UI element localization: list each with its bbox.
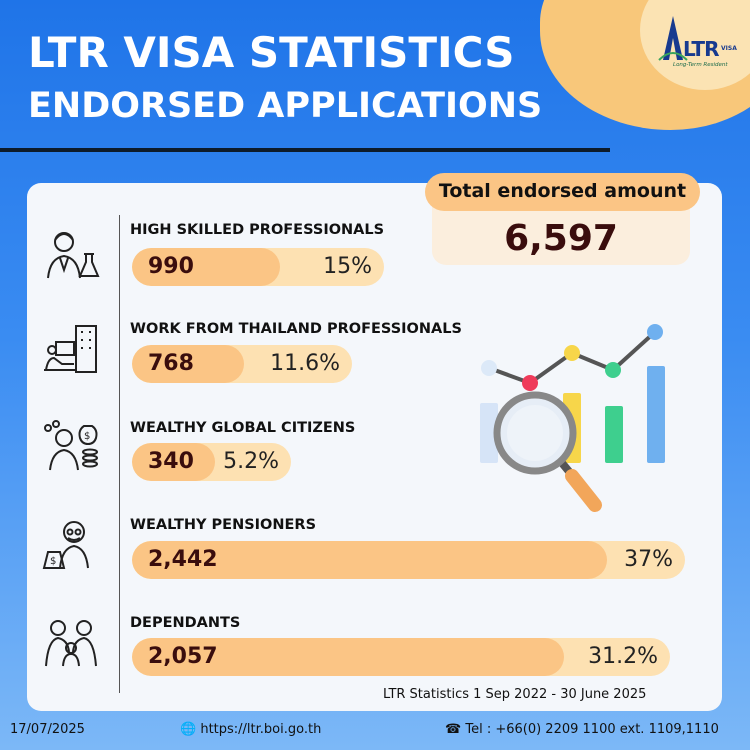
bar-percent: 11.6% xyxy=(270,351,340,376)
phone-icon: ☎ xyxy=(445,722,462,737)
deco-bar xyxy=(605,406,623,463)
category-label: HIGH SKILLED PROFESSIONALS xyxy=(130,222,385,238)
footer-website[interactable] xyxy=(180,722,321,737)
title-divider xyxy=(0,148,610,152)
deco-point xyxy=(605,362,621,378)
bar-count: 2,442 xyxy=(148,547,218,572)
wealthy-citizen-icon xyxy=(42,420,102,472)
deco-point xyxy=(481,360,497,376)
bar xyxy=(132,345,352,383)
total-value: 6,597 xyxy=(504,218,618,259)
svg-text:$: $ xyxy=(50,556,57,567)
bar xyxy=(132,541,685,579)
bar-percent: 31.2% xyxy=(588,644,658,669)
svg-text:$: $ xyxy=(84,431,91,442)
bar-count: 768 xyxy=(148,351,194,376)
total-label: Total endorsed amount xyxy=(438,180,687,202)
category-label: DEPENDANTS xyxy=(130,615,241,631)
website-link[interactable]: https://ltr.boi.go.th xyxy=(200,722,322,737)
analytics-illustration xyxy=(470,318,670,523)
footer-date: 17/07/2025 xyxy=(10,722,85,737)
bar-count: 2,057 xyxy=(148,644,218,669)
deco-point xyxy=(647,324,663,340)
logo-visa-text: VISA xyxy=(721,45,737,52)
page-title-line1: LTR VISA STATISTICS xyxy=(28,28,515,77)
globe-icon: 🌐 xyxy=(180,722,197,737)
bar-percent: 37% xyxy=(624,547,673,572)
logo-text: LTR xyxy=(683,37,719,61)
deco-point xyxy=(522,375,538,391)
deco-bar xyxy=(647,366,665,463)
ltr-logo xyxy=(645,12,740,87)
category-label: WEALTHY GLOBAL CITIZENS xyxy=(130,420,356,436)
deco-point xyxy=(564,345,580,361)
page-title-line2: ENDORSED APPLICATIONS xyxy=(28,86,543,126)
vertical-divider xyxy=(119,215,120,693)
office-worker-icon xyxy=(42,322,102,374)
footer-phone xyxy=(445,722,719,737)
bar xyxy=(132,638,670,676)
bar xyxy=(132,248,384,286)
bar-percent: 5.2% xyxy=(223,449,279,474)
bar-count: 340 xyxy=(148,449,194,474)
phone-text: Tel : +66(0) 2209 1100 ext. 1109,1110 xyxy=(465,722,719,737)
logo-subtitle: Long-Term Resident xyxy=(673,62,728,68)
category-label: WORK FROM THAILAND PROFESSIONALS xyxy=(130,321,462,337)
bar xyxy=(132,443,291,481)
category-label: WEALTHY PENSIONERS xyxy=(130,517,317,533)
family-icon xyxy=(42,616,102,668)
bar-count: 990 xyxy=(148,254,194,279)
stats-period-note: LTR Statistics 1 Sep 2022 - 30 June 2025 xyxy=(383,687,647,702)
bar-percent: 15% xyxy=(323,254,372,279)
scientist-icon xyxy=(42,228,102,280)
pensioner-icon xyxy=(42,518,102,570)
